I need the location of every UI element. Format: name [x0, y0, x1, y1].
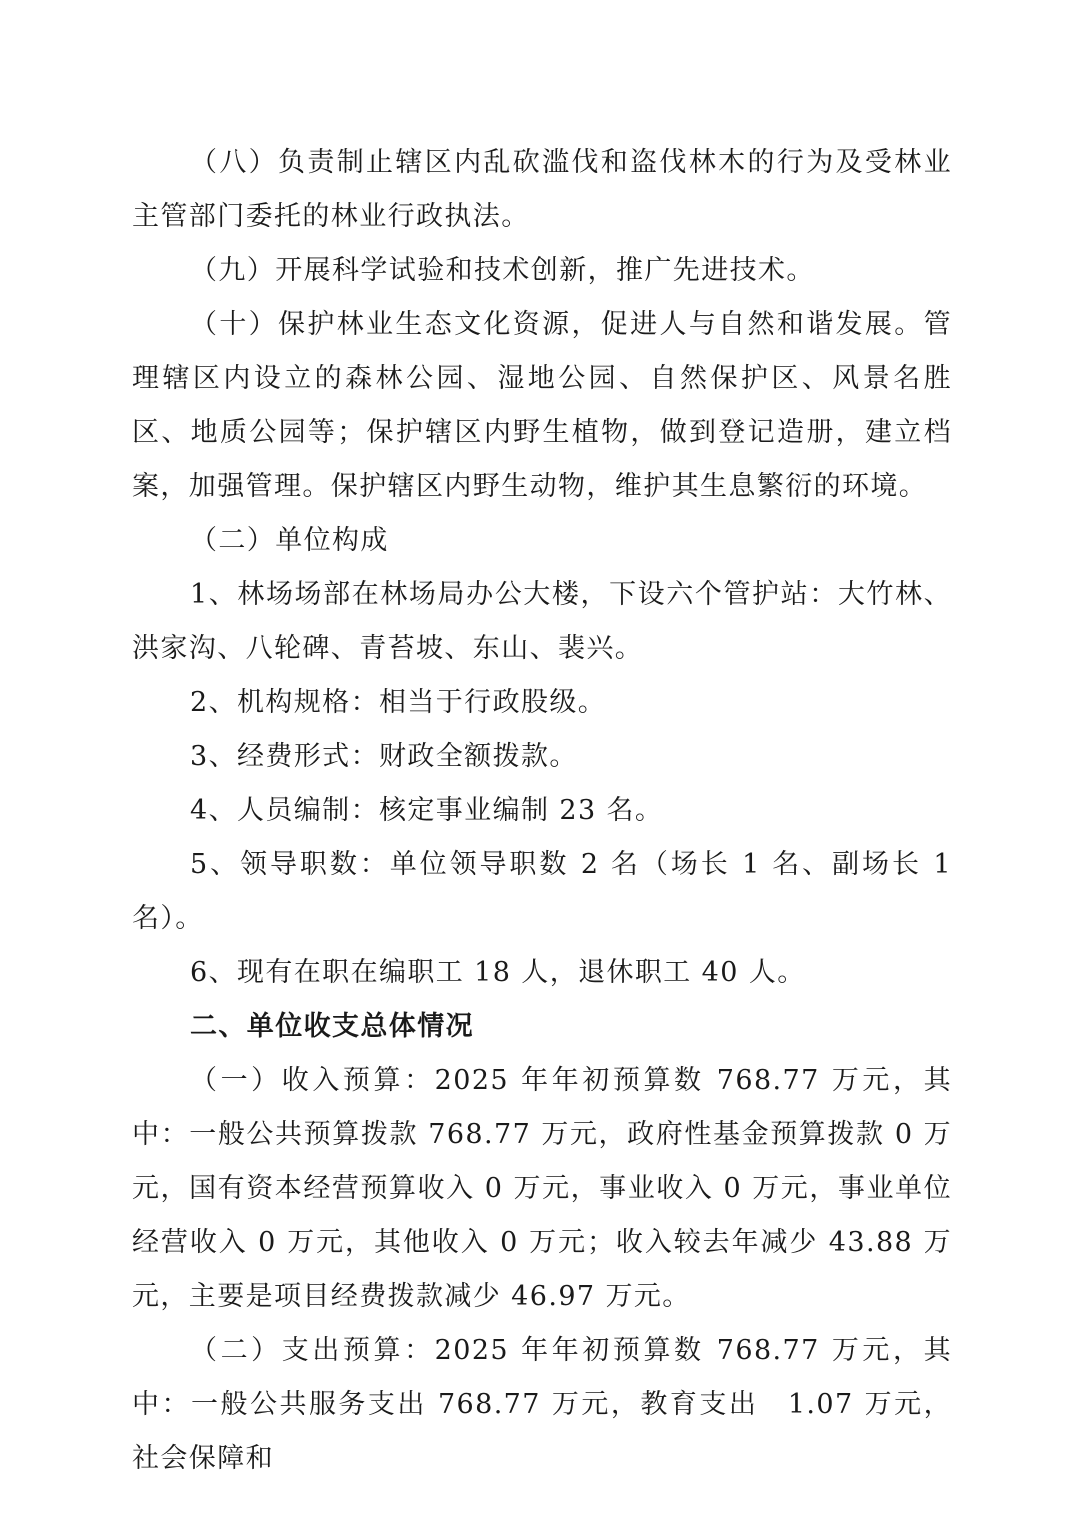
paragraph-duty-9: （九）开展科学试验和技术创新，推广先进技术。	[190, 255, 815, 286]
section-heading-income-expense: 二、单位收支总体情况	[190, 1011, 474, 1042]
subheading-unit-composition: （二）单位构成	[190, 525, 389, 556]
list-item-1: 1、林场场部在林场局办公大楼，下设六个管护站：大竹林、洪家沟、八轮碑、青苔坡、东山、裴兴。	[132, 579, 952, 664]
list-item-6: 6、现有在职在编职工 18 人，退休职工 40 人。	[190, 957, 806, 988]
list-item-3: 3、经费形式：财政全额拨款。	[190, 741, 578, 772]
paragraph-expense-budget: （二）支出预算：2025 年年初预算数 768.77 万元，其中：一般公共服务支出 768.77 万元，教育支出 1.07 万元，社会保障和	[132, 1335, 952, 1474]
list-item-5: 5、领导职数：单位领导职数 2 名（场长 1 名、副场长 1 名）。	[132, 849, 952, 934]
document-body	[132, 136, 952, 1486]
list-item-4: 4、人员编制：核定事业编制 23 名。	[190, 795, 664, 826]
paragraph-income-budget: （一）收入预算：2025 年年初预算数 768.77 万元，其中：一般公共预算拨款 768.77 万元，政府性基金预算拨款 0 万元，国有资本经营预算收入 0 万元，事业收入 0 万元，事业单位经营收入 0 万元，其他收入 0 万元；收入较去年减少 43.88 万元，主要是项目经费拨款减少 46.97 万元。	[132, 1065, 952, 1312]
paragraph-duty-10: （十）保护林业生态文化资源，促进人与自然和谐发展。管理辖区内设立的森林公园、湿地公园、自然保护区、风景名胜区、地质公园等；保护辖区内野生植物，做到登记造册，建立档案，加强管理。保护辖区内野生动物，维护其生息繁衍的环境。	[132, 309, 952, 502]
list-item-2: 2、机构规格：相当于行政股级。	[190, 687, 607, 718]
paragraph-duty-8: （八）负责制止辖区内乱砍滥伐和盗伐林木的行为及受林业主管部门委托的林业行政执法。	[132, 147, 952, 232]
